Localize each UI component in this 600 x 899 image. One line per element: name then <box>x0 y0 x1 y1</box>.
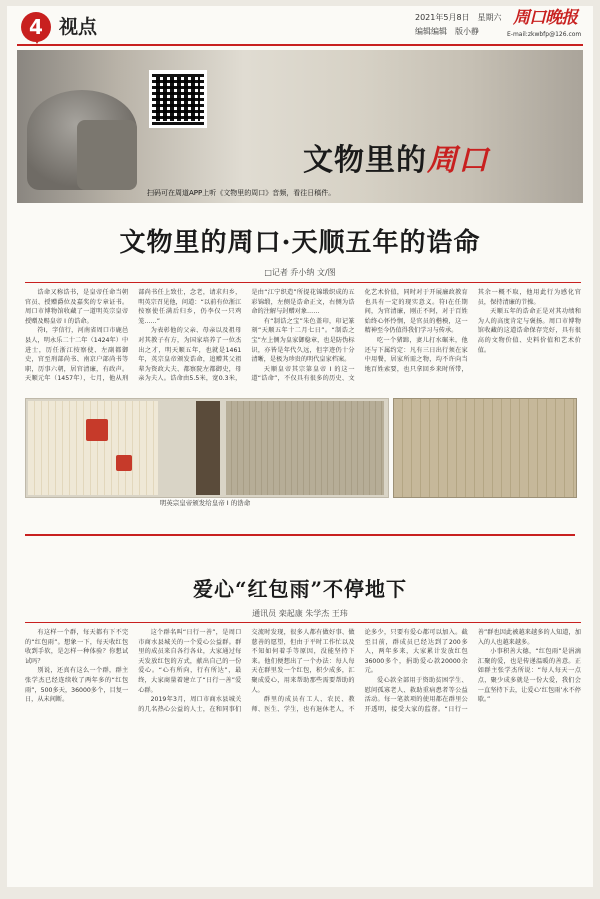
edict-detail-photo <box>393 398 577 498</box>
column-title-black: 文物里的 <box>303 143 427 178</box>
page-number-badge <box>21 12 51 42</box>
section-title: 视点 <box>59 16 98 38</box>
scroll-rod <box>196 401 220 495</box>
article2-headline: 爱心“红包雨”不停地下 <box>192 577 407 601</box>
article1-paragraph: 诰命又称诰书，是皇帝任命当朝官员、授赠爵位及嘉奖的专章证书。周口市博物馆收藏了一道明英宗皇帝授赠及赐皇帝 I 的诰命。 <box>25 289 129 325</box>
article1-top-rule <box>25 282 581 283</box>
newspaper-page <box>7 6 593 887</box>
article2-paragraph: 爱心款全部用于资助贫困学生、慰问孤寡老人、救助重病患者等公益活动。每一笔款项的使用都在群里公开透明，接受大家的监督。“日行一善”群也因此被越来越多的人知道，加入的人也越来越多。 <box>364 629 581 713</box>
page-number: 4 <box>29 15 43 39</box>
article2-paragraph: 别说，还真有这么一个群，群主张学杰已经连续收了两年多的“红包雨”，500多天，36000多个，目复一日，从未间断。 <box>25 667 129 704</box>
stone-base-image <box>77 120 137 190</box>
article1-paragraph: 吃一个猪蹄，妻儿打水碾米，他还与下属约定：凡有三日出行须在家中用餐，居家所需之物，均不许向当地百姓索要，也只拿回乡来时所带，其余一概不取，他用此行为感化官员，保持清廉的节操。 <box>364 289 581 373</box>
article1-paragraph: 天顺皇帝其宗第皇帝 I 的这一道“诰命”，不仅具有很多的历史、文化艺术价值，同时对于开展廉政教育也具有一定的现实意义。符Ⅰ在任期间，为官清廉，刚正不阿，对于百姓始终心怀怜悯，是官员的楷模，这一精神至今仍值得我们学习与传承。 <box>251 289 468 383</box>
newspaper-logo: 周口晚报 <box>513 8 577 28</box>
article2-paragraph: 2019年3月，周口市商水县城关的几名热心公益的人士，在和同事们交流时发现，很多人都有做好事、做慈善的愿望，但由于平时工作忙以及不知如何着手等原因，没能坚持下来。他们便想出了一个办法：每人每天在群里发一个红包，积少成多，汇聚成爱心，用来帮助那些需要帮助的人。 <box>138 629 355 713</box>
article2-top-rule <box>25 622 581 623</box>
red-seal-image <box>86 419 108 441</box>
column-title <box>303 143 489 178</box>
article1-byline: □记者 乔小纳 文/图 <box>264 268 336 277</box>
article1-paragraph: 符Ⅰ，字信行，河南省周口市鹿邑县人，明永乐二十二年（1424年）中进士，历任浙江按察使、左副都御史，官至刑部尚书、南京户部尚书等职，历事六朝，居官清廉，有政声。天顺元年（1457年），七月，他从刑部尚书任上致仕，念老，请求归乡，明英宗召见他，问道：“以前有位浙江按察使任满后归乡，仍李仅一只鸡笼……” <box>25 289 242 383</box>
masthead-rule <box>17 44 583 46</box>
article1-headline: 文物里的周口·天顺五年的诰命 <box>119 228 481 258</box>
qr-code[interactable] <box>149 70 207 128</box>
issue-date: 2021年5月8日 星期六 <box>415 13 502 22</box>
article2-paragraph: 这个群名叫“日行一善”，是周口市商水县城关的一个爱心公益群。群里的成员来自各行各业，大家通过每天发放红包的方式，献出自己的一份爱心。“心有所向，行有所达”，最终，大家商量着建立了“日行一善”爱心群。 <box>138 629 242 694</box>
article1-paragraph: 天顺五年的诰命正是对其功绩和为人的高度肯定与褒扬。周口市博物馆收藏的这道诰命保存完好，具有很高的文物价值、史料价值和艺术价值。 <box>477 308 581 354</box>
article2-byline: 通讯员 栾起康 朱学杰 王玮 <box>252 609 348 618</box>
column-banner <box>17 50 583 203</box>
article2-paragraph: 小事积善大德，“红包雨”是涓滴汇聚的爱，也是传递温暖的善意。正如群主张学杰所说：“每人每天一点点，聚少成多就是一份大爱，我们会一直坚持下去，让爱心‘红包雨’永不停歇。” <box>477 648 581 704</box>
article1-paragraph: 有“制诰之宝”朱色盖印，印记篆刻“天顺五年十二月七日”。“制诰之宝”左上侧为皇家御稳章，也是防伪标识，亦皆是年代久远，但字迹仍十分清晰，是极为珍贵的明代皇家档案。 <box>251 317 355 364</box>
article2-paragraph: 群里的成员有工人、农民、教师、医生、学生，也有退休老人，不论多少，只要有爱心都可以加入。截至目前，群成员已经达到了200多人，两年多来，大家累计发放红包36000多个，捐助爱心款20000余元。 <box>251 629 468 713</box>
edict-scroll-photo <box>25 398 389 498</box>
article-divider <box>25 534 575 536</box>
banner-caption: 扫码可在周道APP上听《文物里的周口》音频，看往日稿件。 <box>147 189 336 197</box>
article2-body <box>25 628 581 876</box>
contact-email: E-mail:zkwbfp@126.com <box>507 31 582 38</box>
photo-caption: 明英宗皇帝颁发给皇帝 I 的诰命 <box>159 499 251 507</box>
article2-paragraph: 有这样一个群，每天都有下不完的“红包雨”。想象一下，每天收红包收到手软，是怎样一种体验？你想试试吗？ <box>25 629 129 665</box>
scroll-text-panel <box>28 401 158 495</box>
red-seal-image <box>116 455 132 471</box>
scroll-pattern-panel <box>226 401 384 495</box>
column-title-red: 周口 <box>427 143 489 178</box>
article1-paragraph: 为表彰他的父亲、母亲以及祖母对其教子有方，为国家培养了一位杰出之才，明天顺五年，也就是1461年，英宗皇帝颁发诰命，追赠其父祖辈为资政大夫、都察院左都御史，母亲为夫人。诰命由5.5米，宽0.3米，是由“江宁织造”所提花锦缎织成的五彩锦缎，左侧是诰命正文，右侧为诰命的注解与封赠对象…… <box>138 289 355 383</box>
editor-credits: 编辑编辑 版小静 <box>415 27 479 36</box>
